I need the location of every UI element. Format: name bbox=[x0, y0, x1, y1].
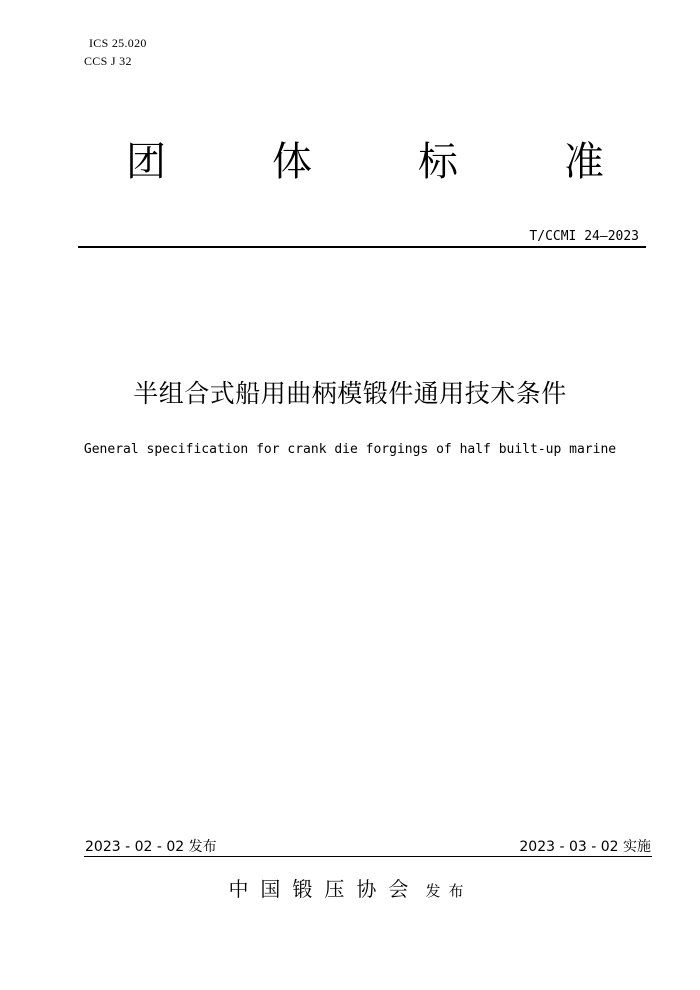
publisher-line bbox=[0, 875, 700, 905]
standard-number: T/CCMI 24—2023 bbox=[529, 229, 639, 244]
ccs-code: CCS J 32 bbox=[84, 54, 132, 68]
footer-divider bbox=[84, 856, 652, 857]
english-title: General specification for crank die forgings of half built-up marine bbox=[83, 442, 617, 457]
standard-type-char-1: 团 bbox=[126, 139, 166, 185]
header-divider bbox=[78, 246, 646, 248]
implementation-date: 2023 - 03 - 02 实施 bbox=[519, 839, 651, 855]
standard-type-char-3: 标 bbox=[418, 139, 458, 185]
issue-date: 2023 - 02 - 02 发布 bbox=[85, 839, 217, 855]
chinese-title: 半组合式船用曲柄模锻件通用技术条件 bbox=[133, 379, 567, 408]
ics-code: ICS 25.020 bbox=[89, 36, 147, 50]
standard-type-heading bbox=[120, 136, 610, 188]
publisher-name: 中国锻压协会 bbox=[228, 877, 421, 901]
publisher-suffix: 发布 bbox=[425, 882, 472, 900]
standard-type-char-4: 准 bbox=[564, 139, 604, 185]
standard-type-char-2: 体 bbox=[272, 139, 312, 185]
